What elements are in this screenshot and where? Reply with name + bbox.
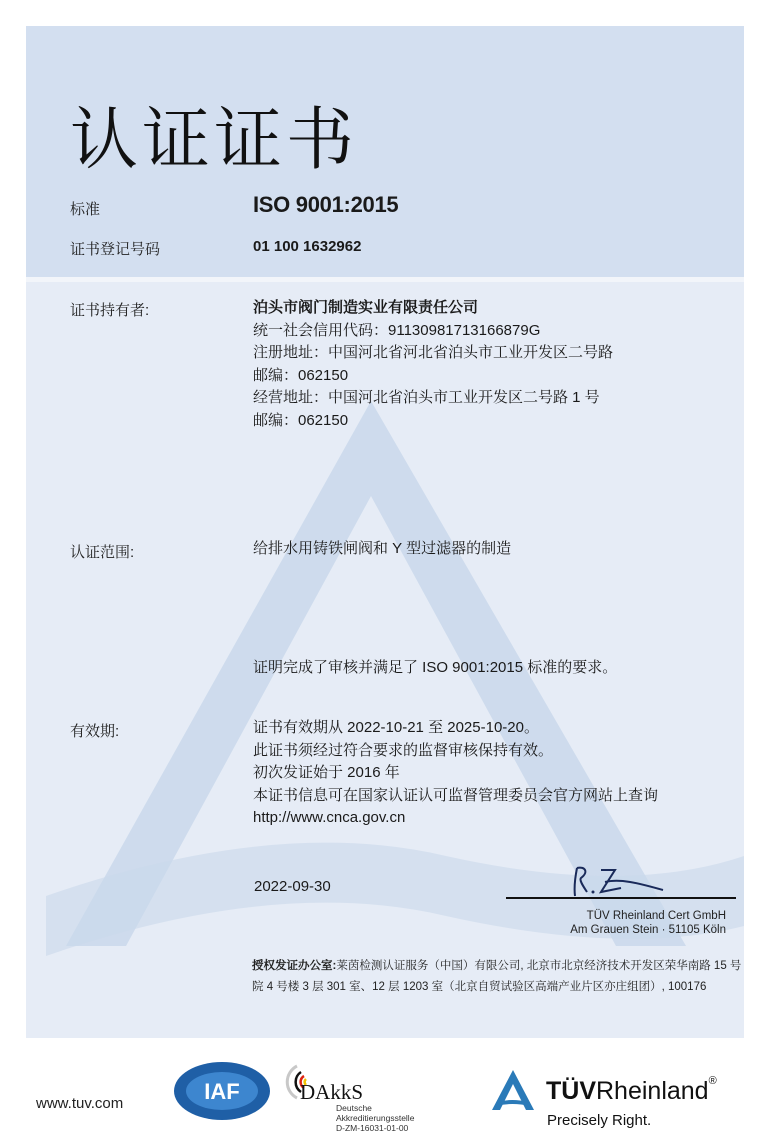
iaf-logo-icon: [172, 1060, 272, 1122]
signature-icon: [571, 864, 671, 900]
validity-condition: 此证书须经过符合要求的监督审核保持有效。: [253, 741, 554, 759]
dakks-name: DAkkS: [300, 1080, 364, 1104]
registered-mark: ®: [708, 1075, 717, 1087]
scope-value: 给排水用铸铁闸阀和 Y 型过滤器的制造: [253, 540, 512, 557]
validity-period: 证书有效期从 2022-10-21 至 2025-10-20。: [253, 719, 539, 736]
website-link[interactable]: www.tuv.com: [36, 1095, 124, 1112]
holder-postcode-1: 邮编：062150: [253, 366, 349, 384]
validity-label: 有效期:: [70, 723, 120, 740]
svg-text:IAF: IAF: [204, 1079, 240, 1104]
cnca-link[interactable]: http://www.cnca.gov.cn: [253, 809, 406, 826]
holder-business-address: 经营地址：中国河北省泊头市工业开发区二号路 1 号: [253, 389, 600, 406]
verification-note: 本证书信息可在国家认证认可监督管理委员会官方网站上查询: [253, 786, 659, 804]
scope-label: 认证范围:: [70, 544, 135, 561]
holder-block: [253, 297, 613, 432]
dakks-details: [336, 1103, 414, 1133]
dakks-accreditation-number: D-ZM-16031-01-00: [336, 1123, 409, 1133]
issuer-name: TÜV Rheinland Cert GmbH: [586, 910, 726, 922]
tuv-triangle-logo-icon: [490, 1068, 536, 1112]
signature-line: [506, 897, 736, 899]
registration-label: 证书登记号码: [70, 241, 161, 258]
holder-postcode-2: 邮编：062150: [253, 411, 349, 429]
first-issue: 初次发证始于 2016 年: [253, 764, 400, 781]
page-title: 认证证书: [70, 102, 359, 178]
holder-registered-address: 注册地址：中国河北省河北省泊头市工业开发区二号路: [253, 344, 614, 361]
standard-value: ISO 9001:2015: [253, 192, 399, 217]
issuing-office: [252, 956, 742, 998]
issue-date: 2022-09-30: [254, 878, 331, 895]
tuv-brand-rest: Rheinland: [596, 1077, 709, 1105]
tuv-slogan: Precisely Right.: [547, 1112, 652, 1129]
dakks-line: Akkreditierungsstelle: [336, 1113, 415, 1123]
holder-credit-code: 统一社会信用代码：91130981713166879G: [253, 321, 541, 339]
certificate-page: [26, 26, 744, 1038]
validity-block: [253, 717, 658, 830]
standard-label: 标准: [70, 201, 101, 218]
issuer-block: [570, 909, 726, 937]
tuv-brand: [546, 1077, 717, 1106]
issuer-address: Am Grauen Stein · 51105 Köln: [570, 924, 726, 936]
holder-company: 泊头市阀门制造实业有限责任公司: [253, 299, 479, 316]
tuv-brand-bold: TÜV: [546, 1077, 596, 1105]
registration-value: 01 100 1632962: [253, 238, 362, 255]
office-label: 授权发证办公室:: [252, 960, 337, 972]
dakks-line: Deutsche: [336, 1103, 372, 1113]
compliance-statement: 证明完成了审核并满足了 ISO 9001:2015 标准的要求。: [253, 659, 618, 676]
holder-label: 证书持有者:: [70, 302, 150, 319]
office-text: 莱茵检测认证服务（中国）有限公司, 北京市北京经济技术开发区荣华南路 15 号院 4 号楼 3 层 301 室、12 层 1203 室（北京自贸试验区高端产业片区亦庄组团）, 100176: [252, 960, 742, 993]
